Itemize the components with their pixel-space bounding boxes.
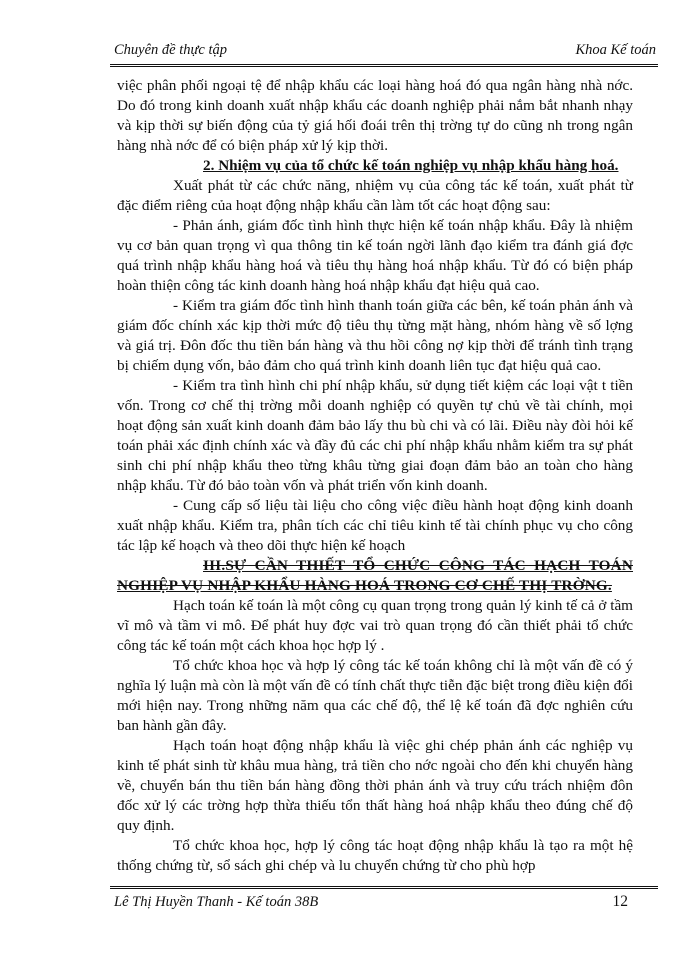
paragraph: Hạch toán kế toán là một công cụ quan trọng trong quản lý kinh tế cả ở tầm vĩ mô và tầm vi mô. Để phát huy đợc vai trò quan trọng đó cần thiết phải tổ chức công tác kế toán một cách khoa học hợp lý . [117,597,633,654]
header-right-title: Khoa Kế toán [575,42,656,58]
page-header [110,40,658,67]
paragraph: Tổ chức khoa học và hợp lý công tác kế toán không chỉ là một vấn đề có ý nghĩa lý luận mà còn là một vấn đề có tính chất thực tiễn đặc biệt trong điều kiện đổi mới hiện nay. Trong những năm qua các chế độ, thể lệ kế toán đã đợc nghiên cứu ban hành gần đây. [117,657,633,734]
header-left-title: Chuyên đề thực tập [114,42,228,58]
footer-author: Lê Thị Huyền Thanh - Kế toán 38B [114,894,319,910]
document-body [117,76,633,876]
paragraph: việc phân phối ngoại tệ để nhập khẩu các loại hàng hoá đó qua ngân hàng nhà nớc. Do đó trong kinh doanh xuất nhập khẩu các doanh nghiệp phải nắm bắt nhanh nhạy và kịp thời sự biến động của tỷ giá hối đoái trên thị trờng tự do cũng nh trong ngân hàng nhà nớc để có biện pháp xử lý kịp thời. [117,77,633,154]
chapter-heading: III.SỰ CẦN THIẾT TỔ CHỨC CÔNG TÁC HẠCH TOÁN NGHIỆP VỤ NHẬP KHẨU HÀNG HOÁ TRONG CƠ CHẾ THỊ TRỜNG. [117,557,633,594]
paragraph: Xuất phát từ các chức năng, nhiệm vụ của công tác kế toán, xuất phát từ đặc điểm riêng của hoạt động nhập khẩu cần làm tốt các hoạt động sau: [117,177,633,214]
paragraph: Hạch toán hoạt động nhập khẩu là việc ghi chép phản ánh các nghiệp vụ kinh tế phát sinh từ khâu mua hàng, trả tiền cho nớc ngoài cho đến khi chuyển hàng về, chuyển bán thu tiền bán hàng đồng thời phản ánh và truy cứu trách nhiệm đôn đốc xử lý các trờng hợp thừa thiếu tổn thất hàng hoá nhập khẩu theo đúng chế độ quy định. [117,737,633,834]
paragraph: - Phản ánh, giám đốc tình hình thực hiện kế toán nhập khẩu. Đây là nhiệm vụ cơ bản quan trọng vì qua thông tin kế toán ngời lãnh đạo kiểm tra đánh giá đợc quá trình nhập khẩu hàng hoá và tiêu thụ hàng hoá nhập khẩu. Từ đó có biện pháp hoàn thiện công tác kinh doanh hàng hoá nhập khẩu đạt hiệu quả cao. [117,217,633,294]
section-heading: 2. Nhiệm vụ của tổ chức kế toán nghiệp vụ nhập khẩu hàng hoá. [203,157,619,174]
paragraph: - Kiểm tra giám đốc tình hình thanh toán giữa các bên, kế toán phản ánh và giám đốc chính xác kịp thời mức độ tiêu thụ từng mặt hàng, nhóm hàng về số lợng và giá trị. Đôn đốc thu tiền bán hàng và thu hồi công nợ kịp thời để tránh tình trạng bị chiếm dụng vốn, bảo đảm cho quá trình kinh doanh liên tục đạt hiệu quả cao. [117,297,633,374]
page-number: 12 [612,893,628,910]
paragraph: Tổ chức khoa học, hợp lý công tác hoạt động nhập khẩu là tạo ra một hệ thống chứng từ, sổ sách ghi chép và lu chuyển chứng từ cho phù hợp [117,837,633,874]
paragraph: - Kiểm tra tình hình chi phí nhập khẩu, sử dụng tiết kiệm các loại vật t tiền vốn. Trong cơ chế thị trờng mỗi doanh nghiệp có quyền tự chủ về tài chính, mọi hoạt động sản xuất kinh doanh đảm bảo lấy thu bù chi và có lãi. Điều này đòi hỏi kế toán phải xác định chính xác và đầy đủ các chi phí nhập khẩu nhằm kiểm tra sự phát sinh chi phí nhập khẩu theo từng khâu từng giai đoạn đảm bảo an toàn cho hàng nhập khẩu. Từ đó bảo toàn vốn và phát triển vốn kinh doanh. [117,377,633,494]
page-footer [110,886,658,913]
paragraph: - Cung cấp số liệu tài liệu cho công việc điều hành hoạt động kinh doanh xuất nhập khẩu. Kiểm tra, phân tích các chỉ tiêu kinh tế tài chính phục vụ cho công tác lập kế hoạch và theo dõi thực hiện kế hoạch [117,497,633,554]
